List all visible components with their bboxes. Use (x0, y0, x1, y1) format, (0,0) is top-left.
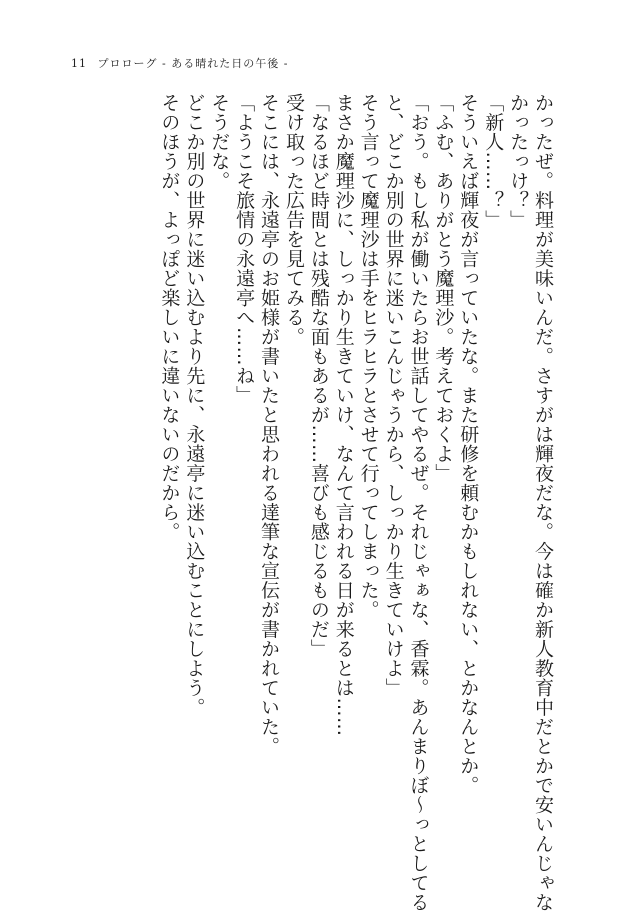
page-number: 11 (71, 57, 87, 70)
text-line: 「おう。もし私が働いたらお世話してやるぜ。それじゃぁな、香霖。あんまりぼ〜っとしてる (407, 93, 430, 912)
text-line: 「ふむ、ありがとう魔理沙。考えておくよ」 (432, 93, 455, 483)
text-line: 「なるほど時間とは残酷な面もあるが……喜びも感じるものだ」 (307, 93, 330, 659)
text-line: 「新人……？」 (482, 93, 505, 230)
text-line: まさか魔理沙に、しっかり生きていけ、なんて言われる日が来るとは…… (332, 93, 355, 737)
text-line: そういえば輝夜が言っていたな。また研修を頼むかもしれない、とかなんとか。 (457, 93, 480, 795)
text-line: そのほうが、よっぽど楽しいに違いないのだから。 (158, 93, 181, 542)
text-line: かったぜ。料理が美味いんだ。さすがは輝夜だな。今は確か新人教育中だとかで安いんじゃな (532, 93, 554, 912)
text-line: 受け取った広告を見てみる。 (282, 93, 305, 347)
text-line: そうだな。 (208, 93, 231, 191)
text-line: かったっけ？」 (507, 93, 530, 230)
text-line: そこには、永遠亭のお姫様が書いたと思われる達筆な宣伝が書かれていた。 (258, 93, 281, 756)
page-header (71, 55, 288, 71)
chapter-title: プロローグ - ある晴れた日の午後 - (97, 57, 289, 70)
body-text (157, 93, 556, 912)
text-line: と、どこか別の世界に迷いこんじゃうから、しっかり生きていけよ」 (382, 93, 405, 698)
text-line: 「ようこそ旅情の永遠亭へ……ね」 (233, 93, 256, 405)
text-line: どこか別の世界に迷い込むより先に、永遠亭に迷い込むことにしよう。 (183, 93, 206, 717)
text-line: そう言って魔理沙は手をヒラヒラとさせて行ってしまった。 (357, 93, 380, 620)
